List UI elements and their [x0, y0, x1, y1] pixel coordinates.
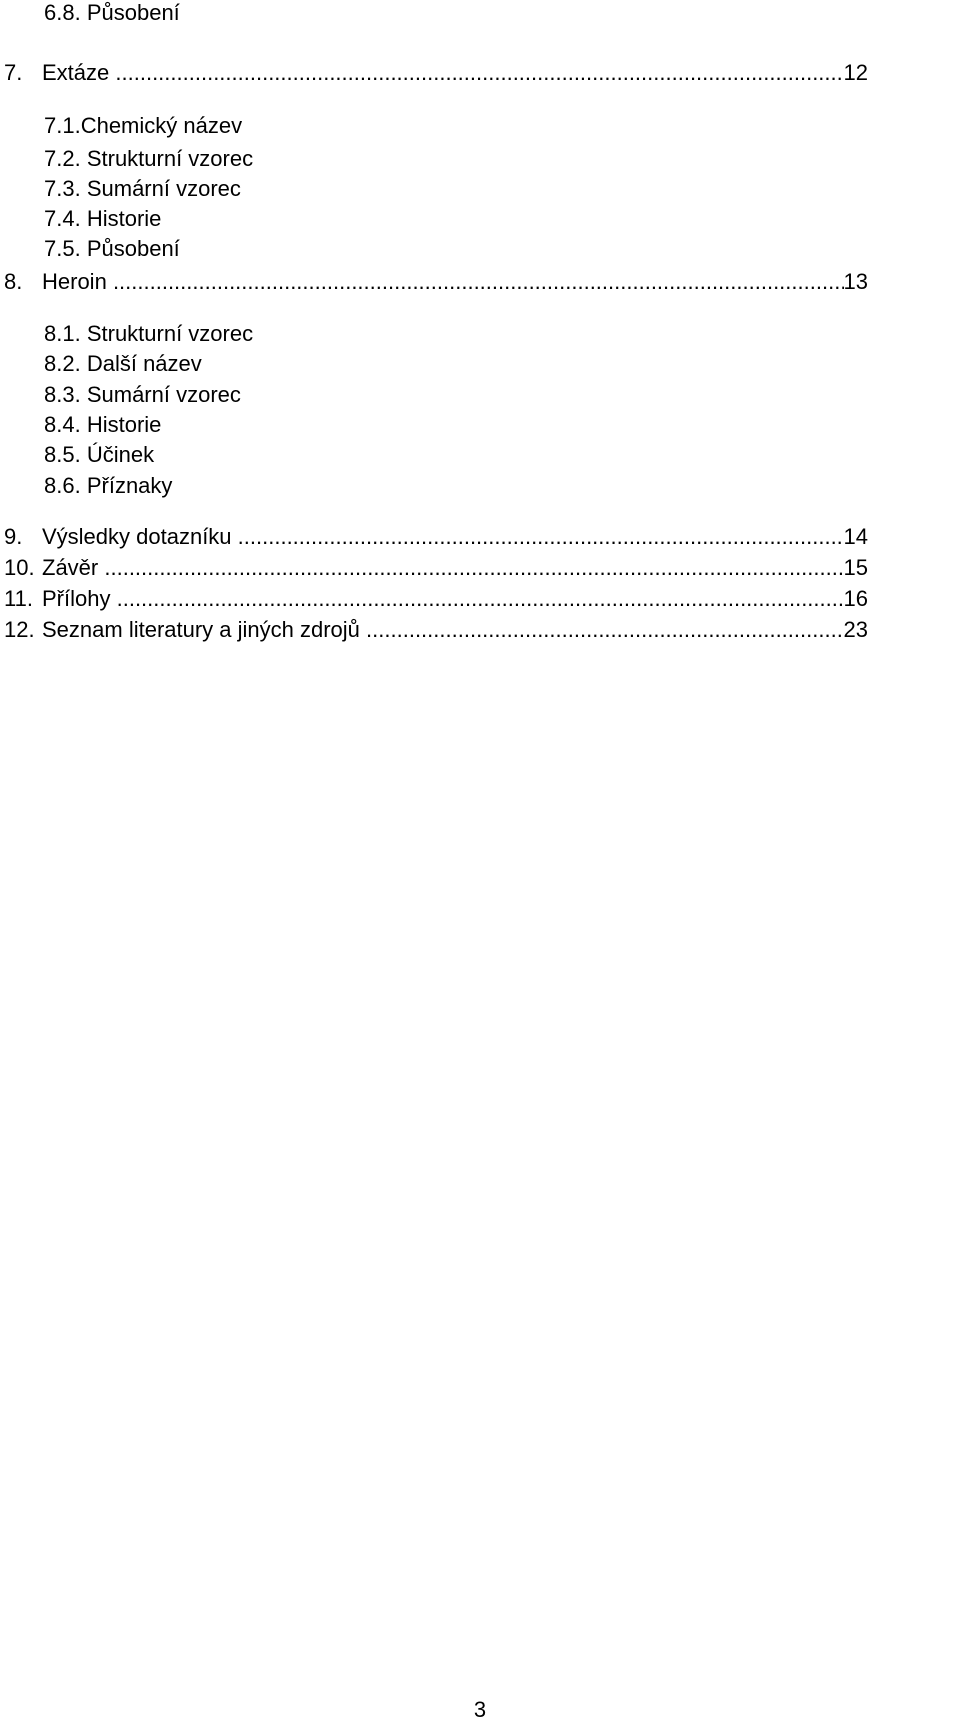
toc-entry-number: 6.8.: [44, 0, 81, 25]
toc-page-number: 12: [843, 60, 868, 85]
toc-entry-title: Přílohy: [42, 586, 111, 611]
toc-entry-title: Sumární vzorec: [86, 382, 241, 407]
toc-entry-number: 7.: [4, 60, 23, 85]
toc-entry-number: 8.: [4, 269, 23, 294]
toc-entry-title: Působení: [86, 236, 180, 261]
toc-entry-6-8[interactable]: [44, 0, 180, 26]
toc-entry-number: 8.2.: [44, 351, 81, 376]
toc-dot-leader: [115, 60, 843, 86]
toc-entry-8-6[interactable]: [44, 473, 172, 499]
toc-entry-9[interactable]: [4, 524, 868, 550]
toc-entry-7[interactable]: [4, 60, 868, 86]
toc-entry-8-4[interactable]: [44, 412, 161, 438]
toc-entry-7-3[interactable]: [44, 176, 241, 202]
toc-entry-title: Působení: [86, 0, 180, 25]
toc-dot-leader: [104, 555, 843, 581]
toc-entry-number: 8.6.: [44, 473, 81, 498]
toc-entry-8-1[interactable]: [44, 321, 253, 347]
toc-page-number: 15: [843, 555, 868, 580]
toc-entry-title: Extáze: [42, 60, 110, 85]
toc-entry-title: Strukturní vzorec: [86, 146, 254, 171]
toc-entry-number: 9.: [4, 524, 23, 549]
toc-entry-title: Účinek: [86, 442, 155, 467]
toc-entry-number: 7.1.: [44, 113, 81, 138]
toc-entry-number: 8.4.: [44, 412, 81, 437]
toc-entry-title: Chemický název: [80, 113, 243, 138]
toc-entry-title: Příznaky: [86, 473, 173, 498]
toc-entry-title: Strukturní vzorec: [86, 321, 254, 346]
toc-entry-number: 12.: [4, 617, 35, 642]
toc-dot-leader: [366, 617, 843, 643]
toc-dot-leader: [113, 269, 844, 295]
toc-page-number: 13: [843, 269, 868, 294]
toc-entry-number: 7.4.: [44, 206, 81, 231]
toc-entry-title: Další název: [86, 351, 202, 376]
toc-entry-7-1[interactable]: [44, 113, 242, 139]
toc-entry-number: 8.5.: [44, 442, 81, 467]
toc-page-number: 23: [843, 617, 868, 642]
toc-entry-number: 7.3.: [44, 176, 81, 201]
toc-entry-title: Historie: [86, 206, 162, 231]
toc-entry-number: 7.2.: [44, 146, 81, 171]
toc-entry-8-3[interactable]: [44, 382, 241, 408]
toc-entry-8[interactable]: [4, 269, 868, 295]
toc-entry-number: 8.1.: [44, 321, 81, 346]
toc-entry-title: Sumární vzorec: [86, 176, 241, 201]
toc-entry-7-5[interactable]: [44, 236, 180, 262]
toc-entry-title: Heroin: [42, 269, 107, 294]
toc-entry-number: 8.3.: [44, 382, 81, 407]
toc-entry-number: 7.5.: [44, 236, 81, 261]
toc-entry-title: Historie: [86, 412, 162, 437]
toc-entry-7-4[interactable]: [44, 206, 161, 232]
toc-entry-12[interactable]: [4, 617, 868, 643]
toc-dot-leader: [117, 586, 844, 612]
footer-page-number: 3: [473, 1697, 487, 1722]
toc-entry-8-2[interactable]: [44, 351, 202, 377]
toc-page-number: 16: [843, 586, 868, 611]
toc-entry-title: Výsledky dotazníku: [42, 524, 232, 549]
toc-dot-leader: [238, 524, 844, 550]
toc-entry-8-5[interactable]: [44, 442, 154, 468]
toc-page-number: 14: [843, 524, 868, 549]
toc-entry-title: Závěr: [42, 555, 99, 580]
toc-entry-10[interactable]: [4, 555, 868, 581]
toc-entry-7-2[interactable]: [44, 146, 253, 172]
toc-entry-title: Seznam literatury a jiných zdrojů: [42, 617, 360, 642]
toc-entry-number: 10.: [4, 555, 35, 580]
toc-entry-11[interactable]: [4, 586, 868, 612]
toc-entry-number: 11.: [4, 586, 33, 611]
